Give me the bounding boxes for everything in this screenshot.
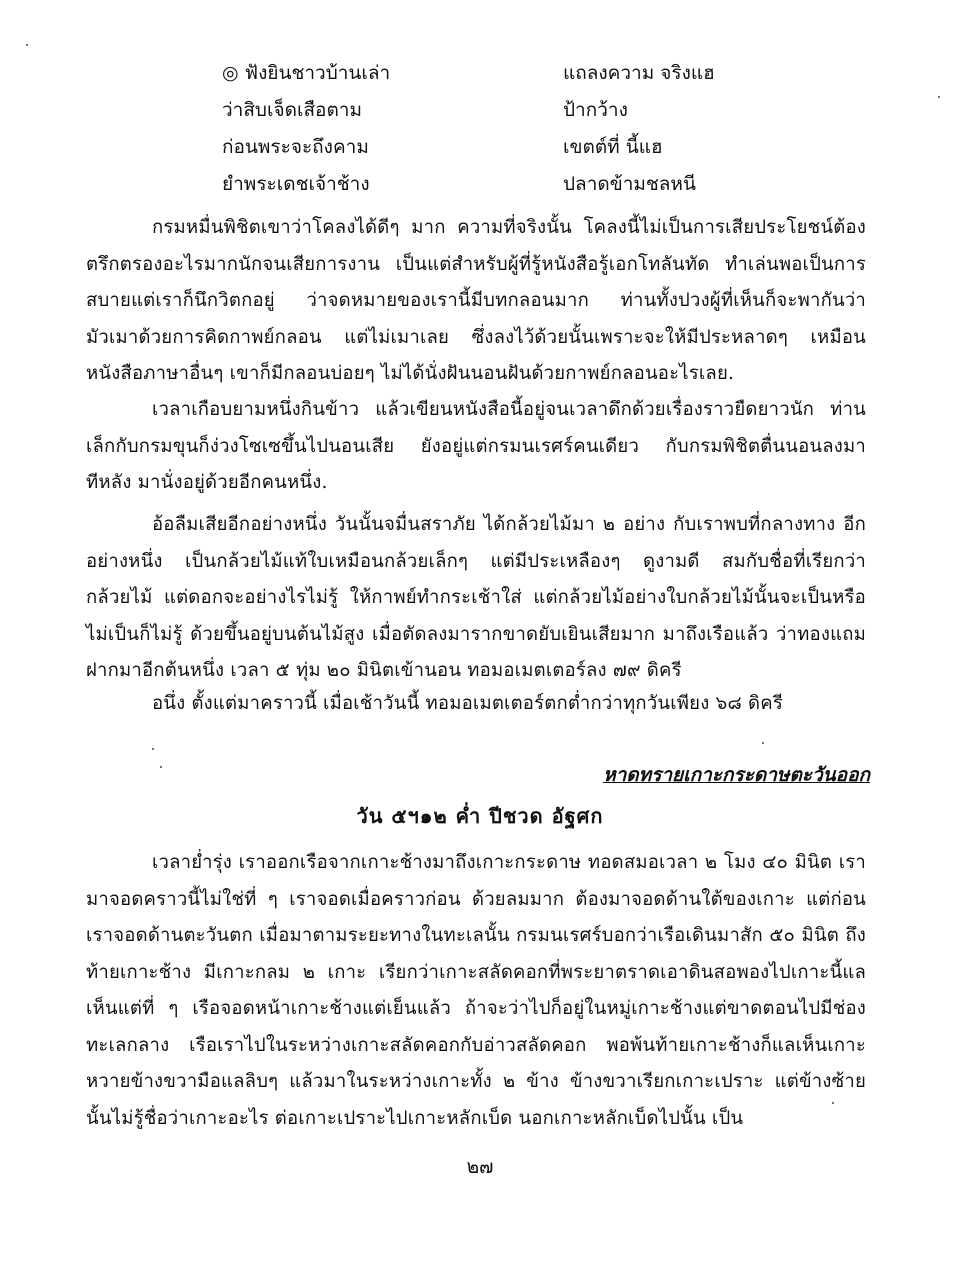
body-paragraph: กรมหมื่นพิชิตเขาว่าโคลงได้ดีๆ มาก ความที่จริงนั้น โคลงนี้ไม่เป็นการเสียประโยชน์ต้องตรึกตรองอะไรมากนักจนเสียการงาน เป็นแต่สำหรับผู้ที่รู้หนังสือรู้เอกโทลันทัด ทำเล่นพอเป็นการสบายแต่เราก็นึกวิตกอยู่ ว่าจดหมายของเรานี้มีบทกลอนมาก ท่านทั้งปวงผู้ที่เห็นก็จะพากันว่ามัวเมาด้วยการคิดกาพย์กลอน แต่ไม่เมาเลย ซึ่งลงไว้ด้วยนั้นเพราะจะให้มีประหลาดๆ เหมือนหนังสือภาษาอื่นๆ เขาก็มีกลอนบ่อยๆ ไม่ได้นั่งฝันนอนฝันด้วยกาพย์กลอนอะไรเลย. [86,217,866,384]
location-heading: หาดทรายเกาะกระดาษตะวันออก [603,764,870,786]
scan-speck [832,1102,834,1104]
body-paragraph: อนึ่ง ตั้งแต่มาคราวนี้ เมื่อเช้าวันนี้ ทอมอเมตเตอร์ตกต่ำกว่าทุกวันเพียง ๖๘ ดิครี [152,693,783,714]
body-paragraph: เวลาเกือบยามหนึ่งกินข้าว แล้วเขียนหนังสือนี้อยู่จนเวลาดึกด้วยเรื่องราวยืดยาวนัก ท่านเล็กกับกรมขุนก็ง่วงโซเซขึ้นไปนอนเสีย ยังอยู่แต่กรมนเรศร์คนเดียว กับกรมพิชิตตื่นนอนลงมาทีหลัง มานั่งอยู่ด้วยอีกคนหนึ่ง. [86,399,866,493]
verse-second-half: เขตต์ที่ นี้แฮ [563,136,663,158]
scan-speck [762,742,764,744]
page-number: ๒๗ [466,1156,494,1178]
verse-first-half: ◎ ฟังยินชาวบ้านเล่า [222,62,391,84]
poem-verse [0,58,960,206]
verse-line [0,58,960,95]
verse-line [0,169,960,206]
verse-line [0,132,960,169]
verse-second-half: ปลาดข้ามชลหนี [563,173,696,195]
verse-first-half: ก่อนพระจะถึงคาม [222,136,369,158]
verse-first-half: ว่าสิบเจ็ดเสือตาม [222,99,362,121]
verse-second-half: ป้ากว้าง [563,99,628,121]
verse-line [0,95,960,132]
scan-speck [26,44,28,46]
body-paragraph: เวลาย่ำรุ่ง เราออกเรือจากเกาะช้างมาถึงเกาะกระดาษ ทอดสมอเวลา ๒ โมง ๔๐ มินิต เรามาจอดคราวนี้ไม่ใช่ที่ ๆ เราจอดเมื่อคราวก่อน ด้วยลมมาก ต้องมาจอดด้านใต้ของเกาะ แต่ก่อนเราจอดด้านตะวันตก เมื่อมาตามระยะทางในทะเลนั้น กรมนเรศร์บอกว่าเรือเดินมาสัก ๕๐ มินิต ถึงท้ายเกาะช้าง มีเกาะกลม ๒ เกาะ เรียกว่าเกาะสลัดคอกที่พระยาตราดเอาดินสอพองไปเกาะนี้แลเห็นแต่ที่ ๆ เรือจอดหน้าเกาะช้างแต่เย็นแล้ว ถ้าจะว่าไปก็อยู่ในหมู่เกาะช้างแต่ขาดตอนไปมีช่องทะเลกลาง เรือเราไปในระหว่างเกาะสลัดคอกกับอ่าวสลัดคอก พอพ้นท้ายเกาะช้างก็แลเห็นเกาะหวายข้างขวามือแลลิบๆ แล้วมาในระหว่างเกาะทั้ง ๒ ข้าง ข้างขวาเรียกเกาะเปราะ แต่ข้างซ้ายนั้นไม่รู้ชื่อว่าเกาะอะไร ต่อเกาะเปราะไปเกาะหลักเบ็ด นอกเกาะหลักเบ็ดไปนั้น เป็น [86,852,866,1129]
verse-second-half: แถลงความ จริงแฮ [563,62,715,84]
body-paragraph: อ้อลืมเสียอีกอย่างหนึ่ง วันนั้นจมื่นสราภัย ได้กล้วยไม้มา ๒ อย่าง กับเราพบที่กลางทาง อีกอย่างหนึ่ง เป็นกล้วยไม้แท้ใบเหมือนกล้วยเล็กๆ แต่มีประเหลืองๆ ดูงามดี สมกับชื่อที่เรียกว่ากล้วยไม้ แต่ดอกจะอย่างไรไม่รู้ ให้กาพย์ทำกระเช้าใส่ แต่กล้วยไม้อย่างใบกล้วยไม้นั้นจะเป็นหรือไม่เป็นก็ไม่รู้ ด้วยขึ้นอยู่บนต้นไม้สูง เมื่อตัดลงมารากขาดยับเยินเสียมาก มาถึงเรือแล้ว ว่าทองแถมฝากมาอีกต้นหนึ่ง เวลา ๕ ทุ่ม ๒๐ มินิตเข้านอน ทอมอเมตเตอร์ลง ๗๙ ดิครี [86,514,866,681]
scan-speck [152,748,154,750]
scan-speck [160,766,162,768]
date-heading: วัน ๕ฯ๑๒ ค่ำ ปีชวด อัฐศก [356,804,604,828]
verse-first-half: ยำพระเดชเจ้าช้าง [222,173,370,195]
scan-speck [938,96,940,98]
